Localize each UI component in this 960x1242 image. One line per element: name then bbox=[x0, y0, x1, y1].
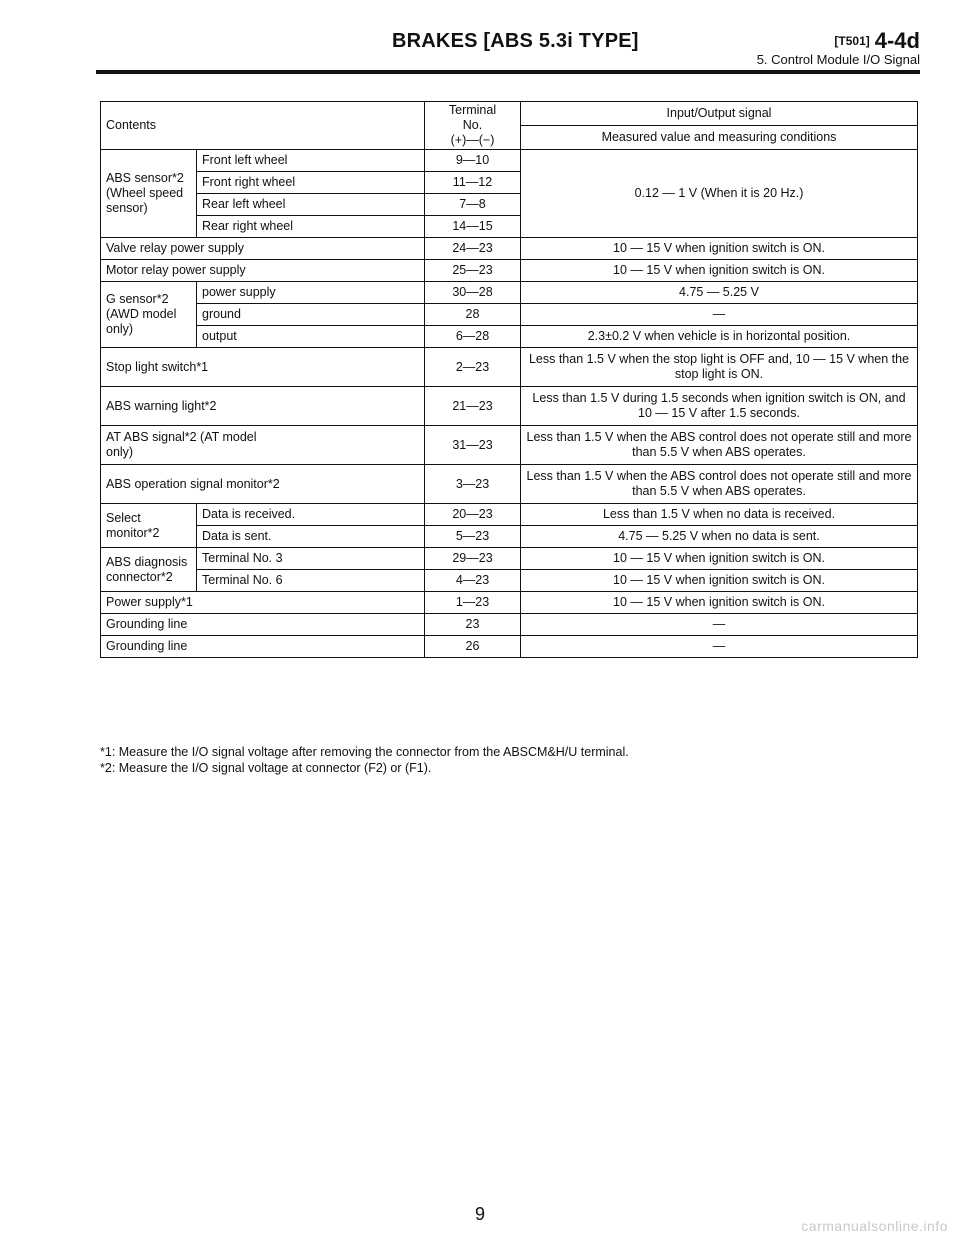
group-label-select-monitor: Select monitor*2 bbox=[101, 504, 197, 548]
row-terminal: 9—10 bbox=[425, 150, 521, 172]
group-label-g-sensor: G sensor*2 (AWD model only) bbox=[101, 282, 197, 348]
section-title: 5. Control Module I/O Signal bbox=[756, 52, 920, 67]
row-item: Power supply*1 bbox=[101, 592, 425, 614]
table-row bbox=[101, 326, 918, 348]
row-value: 10 — 15 V when ignition switch is ON. bbox=[521, 592, 918, 614]
row-terminal: 28 bbox=[425, 304, 521, 326]
row-value: 10 — 15 V when ignition switch is ON. bbox=[521, 548, 918, 570]
page-number: 9 bbox=[474, 1204, 485, 1224]
header-measured: Measured value and measuring conditions bbox=[521, 126, 918, 150]
header-terminal-line2: No. bbox=[462, 118, 483, 132]
table-row bbox=[101, 570, 918, 592]
table-row bbox=[101, 426, 918, 465]
table-row bbox=[101, 526, 918, 548]
row-terminal: 14—15 bbox=[425, 216, 521, 238]
row-item: Valve relay power supply bbox=[101, 238, 425, 260]
table-row bbox=[101, 636, 918, 658]
row-value: — bbox=[521, 636, 918, 658]
header-io-signal: Input/Output signal bbox=[521, 102, 918, 126]
row-value: — bbox=[521, 614, 918, 636]
row-terminal: 1—23 bbox=[425, 592, 521, 614]
page-code bbox=[834, 28, 920, 54]
row-item: Grounding line bbox=[101, 636, 425, 658]
row-terminal: 11—12 bbox=[425, 172, 521, 194]
row-value: Less than 1.5 V when no data is received. bbox=[521, 504, 918, 526]
row-item: ABS operation signal monitor*2 bbox=[101, 465, 425, 504]
row-terminal: 21—23 bbox=[425, 387, 521, 426]
row-value: 10 — 15 V when ignition switch is ON. bbox=[521, 260, 918, 282]
row-terminal: 23 bbox=[425, 614, 521, 636]
page-header bbox=[96, 26, 920, 76]
table-row bbox=[101, 260, 918, 282]
row-item: power supply bbox=[197, 282, 425, 304]
row-value: 4.75 — 5.25 V bbox=[521, 282, 918, 304]
row-item: Front right wheel bbox=[197, 172, 425, 194]
row-item: AT ABS signal*2 (AT model only) bbox=[101, 426, 425, 465]
table-row bbox=[101, 238, 918, 260]
row-item: Motor relay power supply bbox=[101, 260, 425, 282]
row-item: Terminal No. 6 bbox=[197, 570, 425, 592]
row-item: output bbox=[197, 326, 425, 348]
row-item: Data is received. bbox=[197, 504, 425, 526]
header-contents: Contents bbox=[101, 102, 425, 150]
row-value: 4.75 — 5.25 V when no data is sent. bbox=[521, 526, 918, 548]
table-row bbox=[101, 504, 918, 526]
table-row bbox=[101, 548, 918, 570]
row-item: Stop light switch*1 bbox=[101, 348, 425, 387]
row-item: Rear left wheel bbox=[197, 194, 425, 216]
row-value: Less than 1.5 V when the ABS control does not operate still and more than 5.5 V when ABS operates. bbox=[521, 426, 918, 465]
row-terminal: 4—23 bbox=[425, 570, 521, 592]
row-terminal: 31—23 bbox=[425, 426, 521, 465]
table-row bbox=[101, 387, 918, 426]
table-row bbox=[101, 592, 918, 614]
watermark: carmanualsonline.info bbox=[801, 1218, 948, 1234]
row-value: 10 — 15 V when ignition switch is ON. bbox=[521, 238, 918, 260]
header-terminal-line3: (+)—(−) bbox=[450, 133, 495, 147]
row-terminal: 20—23 bbox=[425, 504, 521, 526]
row-value: Less than 1.5 V when the ABS control does not operate still and more than 5.5 V when ABS operates. bbox=[521, 465, 918, 504]
table-header-row bbox=[101, 102, 918, 126]
page-title: BRAKES [ABS 5.3i TYPE] bbox=[392, 30, 639, 52]
group-label-diagnosis: ABS diagnosis connector*2 bbox=[101, 548, 197, 592]
io-signal-table bbox=[100, 101, 918, 658]
row-terminal: 25—23 bbox=[425, 260, 521, 282]
row-terminal: 5—23 bbox=[425, 526, 521, 548]
row-terminal: 24—23 bbox=[425, 238, 521, 260]
table-row bbox=[101, 465, 918, 504]
row-item: Rear right wheel bbox=[197, 216, 425, 238]
row-value: 0.12 — 1 V (When it is 20 Hz.) bbox=[521, 150, 918, 238]
row-value: 10 — 15 V when ignition switch is ON. bbox=[521, 570, 918, 592]
table-row bbox=[101, 614, 918, 636]
row-value: Less than 1.5 V when the stop light is OFF and, 10 — 15 V when the stop light is ON. bbox=[521, 348, 918, 387]
header-terminal bbox=[425, 102, 521, 150]
row-item: Terminal No. 3 bbox=[197, 548, 425, 570]
row-item: Data is sent. bbox=[197, 526, 425, 548]
page-code-number: 4-4d bbox=[874, 28, 920, 53]
row-terminal: 30—28 bbox=[425, 282, 521, 304]
row-item: ABS warning light*2 bbox=[101, 387, 425, 426]
row-value: — bbox=[521, 304, 918, 326]
row-item: Grounding line bbox=[101, 614, 425, 636]
footnote-2: *2: Measure the I/O signal voltage at connector (F2) or (F1). bbox=[100, 761, 432, 775]
row-item: Front left wheel bbox=[197, 150, 425, 172]
row-terminal: 29—23 bbox=[425, 548, 521, 570]
row-terminal: 2—23 bbox=[425, 348, 521, 387]
row-item: ground bbox=[197, 304, 425, 326]
group-label-abs-sensor: ABS sensor*2 (Wheel speed sensor) bbox=[101, 150, 197, 238]
page-code-bracket: [T501] bbox=[834, 34, 870, 48]
table-row bbox=[101, 150, 918, 172]
table-row bbox=[101, 348, 918, 387]
header-terminal-line1: Terminal bbox=[448, 103, 497, 117]
footnotes bbox=[100, 744, 629, 776]
table-row bbox=[101, 282, 918, 304]
row-terminal: 7—8 bbox=[425, 194, 521, 216]
row-value: Less than 1.5 V during 1.5 seconds when ignition switch is ON, and 10 — 15 V after 1.5 seconds. bbox=[521, 387, 918, 426]
table-row bbox=[101, 304, 918, 326]
footnote-1: *1: Measure the I/O signal voltage after removing the connector from the ABSCM&H/U terminal. bbox=[100, 745, 629, 759]
row-terminal: 26 bbox=[425, 636, 521, 658]
row-terminal: 3—23 bbox=[425, 465, 521, 504]
row-terminal: 6—28 bbox=[425, 326, 521, 348]
row-value: 2.3±0.2 V when vehicle is in horizontal position. bbox=[521, 326, 918, 348]
header-rule bbox=[96, 70, 920, 74]
